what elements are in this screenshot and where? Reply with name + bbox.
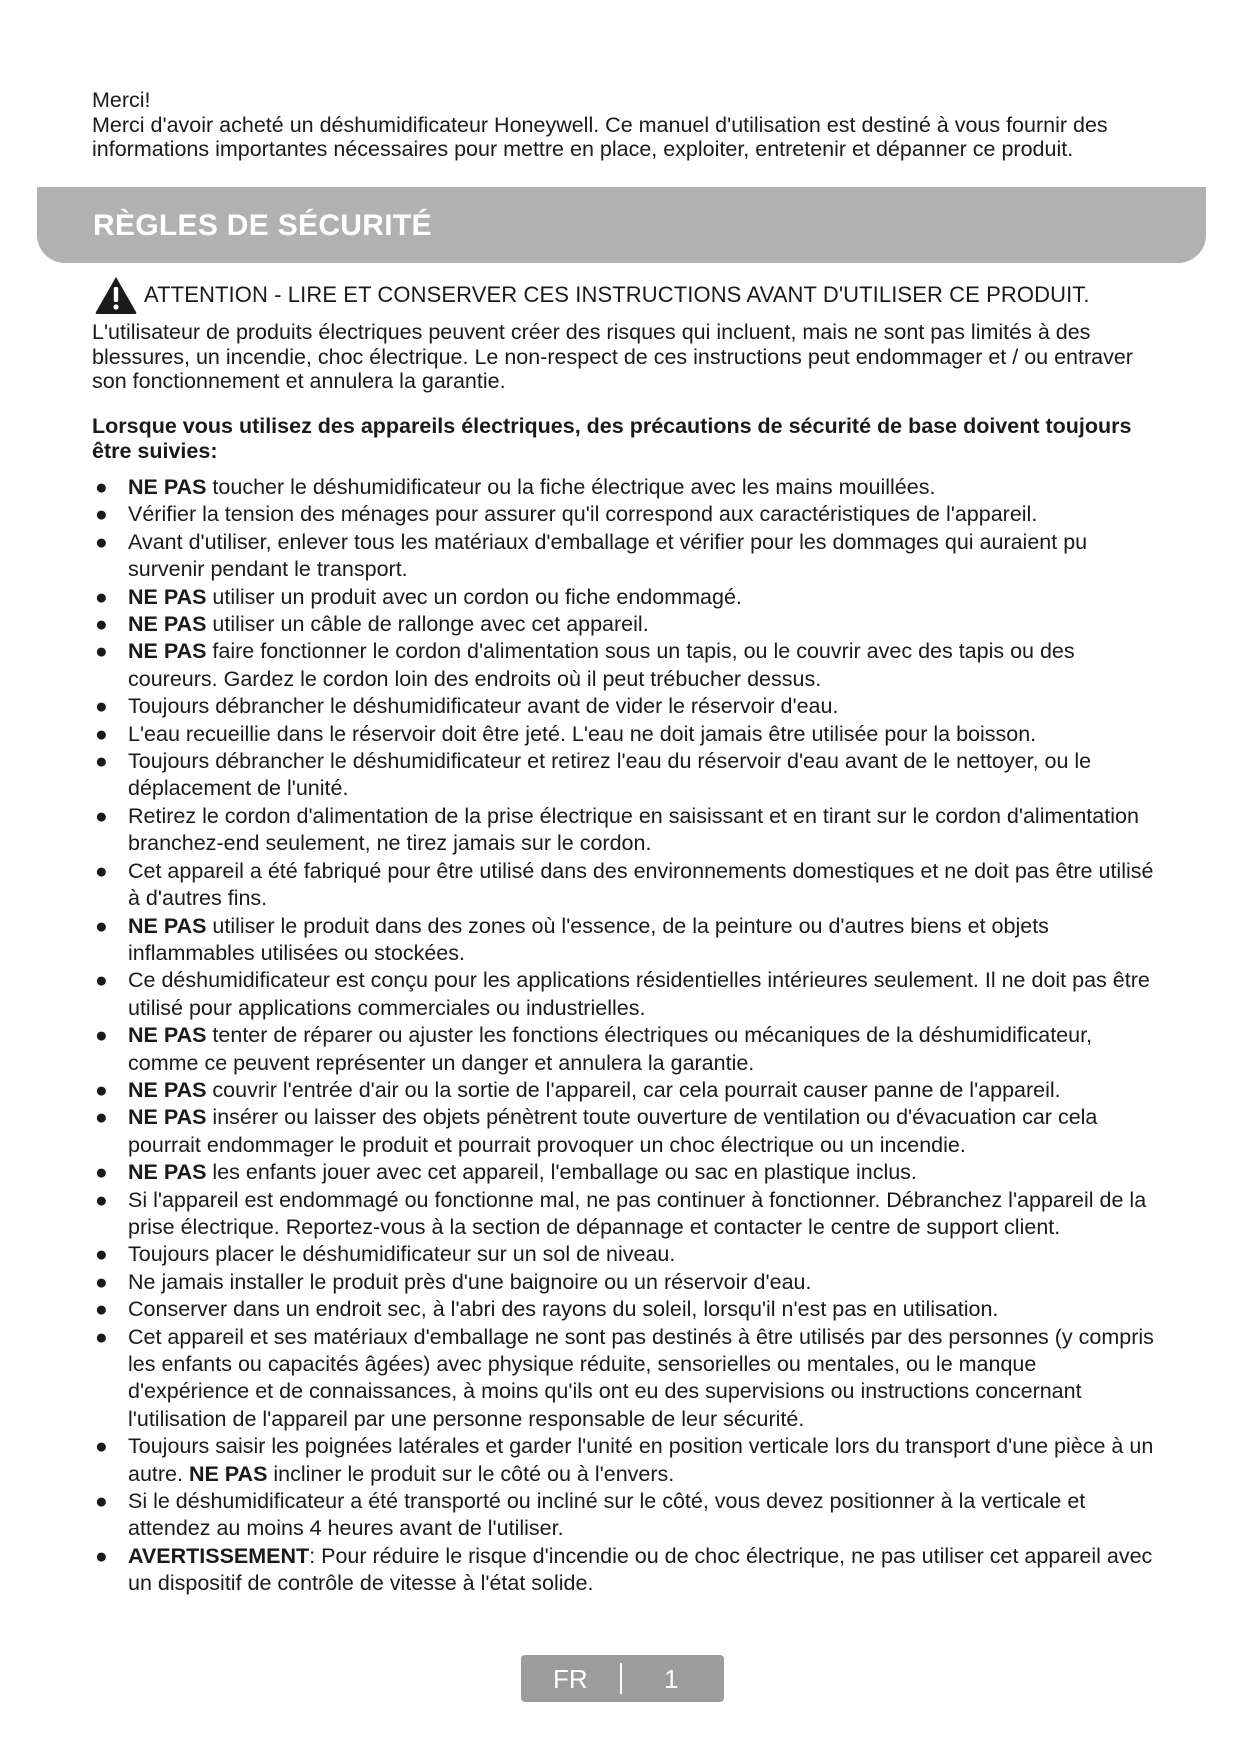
list-item: ● NE PAS couvrir l'entrée d'air ou la sortie de l'appareil, car cela pourrait causer panne de l'appareil. <box>92 1077 1162 1104</box>
bullet-icon: ● <box>95 1024 108 1048</box>
bullet-icon: ● <box>95 914 108 938</box>
list-item: ● Conserver dans un endroit sec, à l'abri des rayons du soleil, lorsqu'il n'est pas en utilisation. <box>92 1296 1162 1323</box>
list-item: ● Si l'appareil est endommagé ou fonctionne mal, ne pas continuer à fonctionner. Débranchez l'appareil de la prise électrique. Reportez-vous à la section de dépannage et contacter le centre de support client. <box>95 1187 1147 1239</box>
list-item: ● Toujours saisir les poignées latérales et garder l'unité en position verticale lors du transport d'une pièce à un autre. NE PAS incliner le produit sur le côté ou à l'envers. <box>95 1434 1154 1486</box>
bullet-icon: ● <box>95 530 108 554</box>
warning-header <box>94 275 1090 315</box>
list-item: ● NE PAS utiliser un produit avec un cordon ou fiche endommagé. <box>92 584 1162 611</box>
bullet-icon: ● <box>95 1161 108 1185</box>
bullet-icon: ● <box>95 1298 108 1322</box>
bullet-icon: ● <box>95 503 108 527</box>
bullet-icon: ● <box>95 1078 108 1102</box>
page-number: 1 <box>664 1664 679 1694</box>
language-label: FR <box>553 1664 588 1694</box>
bullet-icon: ● <box>95 695 108 719</box>
list-item: ● L'eau recueillie dans le réservoir doit être jeté. L'eau ne doit jamais être utilisée pour la boisson. <box>92 721 1162 748</box>
intro-text: Merci d'avoir acheté un déshumidificateur Honeywell. Ce manuel d'utilisation est destiné à vous fournir des informations importantes nécessaires pour mettre en place, exploiter, entretenir et dépanner ce produit. <box>92 112 1108 161</box>
intro-section <box>92 88 1152 162</box>
list-item: ● Si le déshumidificateur a été transporté ou incliné sur le côté, vous devez positionner à la verticale et attendez au moins 4 heures avant de l'utiliser. <box>95 1489 1086 1541</box>
bullet-icon: ● <box>95 1188 108 1212</box>
list-item: ● AVERTISSEMENT: Pour réduire le risque d'incendie ou de choc électrique, ne pas utiliser cet appareil avec un dispositif de contrôle de vitesse à l'état solide. <box>95 1543 1153 1596</box>
intro-thanks: Merci! <box>92 88 151 112</box>
bullet-icon: ● <box>95 585 108 609</box>
list-item: ● Toujours placer le déshumidificateur sur un sol de niveau. <box>92 1241 1162 1268</box>
list-item: ● NE PAS utiliser le produit dans des zones où l'essence, de la peinture ou d'autres biens et objets inflammables utilisées ou stockées. <box>95 913 1049 965</box>
list-item: ● NE PAS insérer ou laisser des objets pénètrent toute ouverture de ventilation ou d'évacuation car cela pourrait endommager le produit et pourrait provoquer un choc électrique ou un incendie. <box>95 1105 1098 1157</box>
precautions-heading: Lorsque vous utilisez des appareils électriques, des précautions de sécurité de base doivent toujours être suivies: <box>92 414 1132 463</box>
list-item: ● Toujours débrancher le déshumidificateur avant de vider le réservoir d'eau. <box>92 693 1162 720</box>
warning-text: ATTENTION - LIRE ET CONSERVER CES INSTRUCTIONS AVANT D'UTILISER CE PRODUIT. <box>144 282 1090 307</box>
bullet-icon: ● <box>95 1270 108 1294</box>
bullet-icon: ● <box>95 859 108 883</box>
list-item: ● Avant d'utiliser, enlever tous les matériaux d'emballage et vérifier pour les dommages qui auraient pu survenir pendant le transport. <box>95 529 1088 582</box>
list-item: ● NE PAS tenter de réparer ou ajuster les fonctions électriques ou mécaniques de la déshumidificateur, comme ce peuvent représenter un danger et annulera la garantie. <box>95 1023 1093 1075</box>
safety-rules-list <box>92 474 1162 1598</box>
bullet-icon: ● <box>95 476 108 499</box>
list-item: ● NE PAS faire fonctionner le cordon d'alimentation sous un tapis, ou le couvrir avec des tapis ou des coureurs. Gardez le cordon loin des endroits où il peut trébucher dessus. <box>95 639 1075 691</box>
bullet-icon: ● <box>95 750 108 774</box>
bullet-icon: ● <box>95 1490 108 1514</box>
bullet-icon: ● <box>95 1106 108 1130</box>
list-item: ● Toujours débrancher le déshumidificateur et retirez l'eau du réservoir d'eau avant de le nettoyer, ou le déplacement de l'unité. <box>95 749 1092 801</box>
footer-divider <box>620 1663 622 1694</box>
list-item: ● NE PAS utiliser un câble de rallonge avec cet appareil. <box>92 611 1162 638</box>
bullet-icon: ● <box>95 640 108 664</box>
bullet-icon: ● <box>95 804 108 828</box>
bullet-icon: ● <box>95 1544 108 1568</box>
page-footer <box>521 1655 724 1702</box>
warning-triangle-icon <box>94 275 138 315</box>
bullet-icon: ● <box>95 1243 108 1267</box>
bullet-icon: ● <box>95 613 108 637</box>
list-item: ● Vérifier la tension des ménages pour assurer qu'il correspond aux caractéristiques de l'appareil. <box>92 501 1162 528</box>
list-item: ● Cet appareil a été fabriqué pour être utilisé dans des environnements domestiques et ne doit pas être utilisé à d'autres fins. <box>95 858 1154 911</box>
list-item: ● Ce déshumidificateur est conçu pour les applications résidentielles intérieures seulement. Il ne doit pas être utilisé pour applications commerciales ou industrielles. <box>95 968 1150 1020</box>
list-item: ● NE PAS toucher le déshumidificateur ou la fiche électrique avec les mains mouillées. <box>92 474 1162 501</box>
section-title: RÈGLES DE SÉCURITÉ <box>93 209 432 242</box>
list-item: ● Cet appareil et ses matériaux d'emballage ne sont pas destinés à être utilisés par des personnes (y compris les enfants ou capacités âgées) avec physique réduite, sensorielles ou mentales, ou le manque d'expérience et de connaissances, à moins qu'ils ont eu des supervisions ou instructions concernant l'utilisation de l'appareil par une personne responsable de leur sécurité. <box>95 1324 1154 1431</box>
bullet-icon: ● <box>95 722 108 746</box>
bullet-icon: ● <box>95 1325 108 1349</box>
bullet-icon: ● <box>95 969 108 993</box>
list-item: ● Ne jamais installer le produit près d'une baignoire ou un réservoir d'eau. <box>92 1269 1162 1296</box>
list-item: ● Retirez le cordon d'alimentation de la prise électrique en saisissant et en tirant sur le cordon d'alimentation branchez-end seulement, ne tirez jamais sur le cordon. <box>95 803 1139 856</box>
risk-text: L'utilisateur de produits électriques peuvent créer des risques qui incluent, mais ne sont pas limités à des blessures, un incendie, choc électrique. Le non-respect de ces instructions peut endommager et / ou entraver son fonctionnement et annulera la garantie. <box>92 320 1133 393</box>
bullet-icon: ● <box>95 1435 108 1459</box>
section-banner <box>37 187 1206 263</box>
list-item: ● NE PAS les enfants jouer avec cet appareil, l'emballage ou sac en plastique inclus. <box>92 1159 1162 1186</box>
